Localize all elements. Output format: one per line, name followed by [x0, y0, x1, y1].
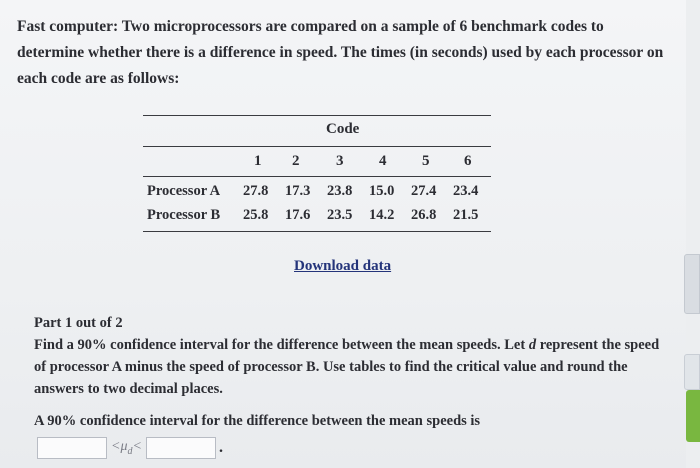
table-bottom-rule — [143, 231, 491, 232]
table-code-6: 6 — [464, 153, 472, 169]
mu-d-inequality — [111, 439, 142, 457]
download-data-link[interactable]: Download data — [294, 258, 392, 274]
less-than-sign: < — [132, 439, 142, 455]
confidence-interval-answer — [37, 437, 223, 459]
answer-period: . — [218, 439, 223, 456]
less-than-sign: < — [111, 439, 121, 455]
side-panel-tab[interactable] — [684, 254, 700, 314]
table-code-2: 2 — [292, 153, 300, 169]
part-heading: Part 1 out of 2 — [34, 315, 123, 331]
table-cell: 14.2 — [369, 207, 395, 223]
side-panel-tab[interactable] — [684, 354, 700, 390]
table-cell: 23.5 — [327, 207, 353, 223]
mu-subscript: d — [127, 445, 133, 457]
table-top-rule — [143, 115, 491, 116]
row-label-processor-b: Processor B — [147, 207, 221, 223]
part-1-section — [34, 312, 664, 400]
table-cell: 17.6 — [285, 207, 311, 223]
table-code-5: 5 — [422, 153, 430, 169]
prompt-text-2: represent the speed of processor A minus the speed of processor B. Use tables to find the critical value and round the answers to two decimal places. — [34, 337, 660, 397]
table-code-1: 1 — [254, 153, 262, 169]
row-label-processor-a: Processor A — [147, 183, 221, 199]
mu-symbol: μ — [120, 439, 128, 455]
check-answer-tab[interactable] — [686, 390, 700, 442]
answer-lead-text: A 90% confidence interval for the difference between the mean speeds is — [34, 413, 481, 429]
upper-bound-input[interactable] — [146, 437, 216, 459]
table-cell: 26.8 — [411, 207, 437, 223]
table-header-rule — [143, 146, 491, 147]
table-code-4: 4 — [379, 153, 387, 169]
table-cell: 17.3 — [285, 183, 311, 199]
table-cell: 23.8 — [327, 183, 353, 199]
table-cell: 15.0 — [369, 183, 395, 199]
table-cell: 27.8 — [243, 183, 269, 199]
lower-bound-input[interactable] — [37, 437, 107, 459]
table-cell: 21.5 — [453, 207, 479, 223]
table-mid-rule — [143, 176, 491, 177]
part-prompt — [34, 334, 664, 400]
table-cell: 27.4 — [411, 183, 437, 199]
table-cell: 23.4 — [453, 183, 479, 199]
variable-d: d — [528, 337, 537, 353]
table-code-3: 3 — [336, 153, 344, 169]
table-code-header: Code — [326, 121, 360, 137]
table-cell: 25.8 — [243, 207, 269, 223]
problem-intro: Fast computer: Two microprocessors are compared on a sample of 6 benchmark codes to determine whether there is a difference in speed. The times (in seconds) used by each processor on each code are as follows: — [17, 18, 664, 87]
prompt-text-1: Find a 90% confidence interval for the difference between the mean speeds. Let — [34, 337, 526, 353]
